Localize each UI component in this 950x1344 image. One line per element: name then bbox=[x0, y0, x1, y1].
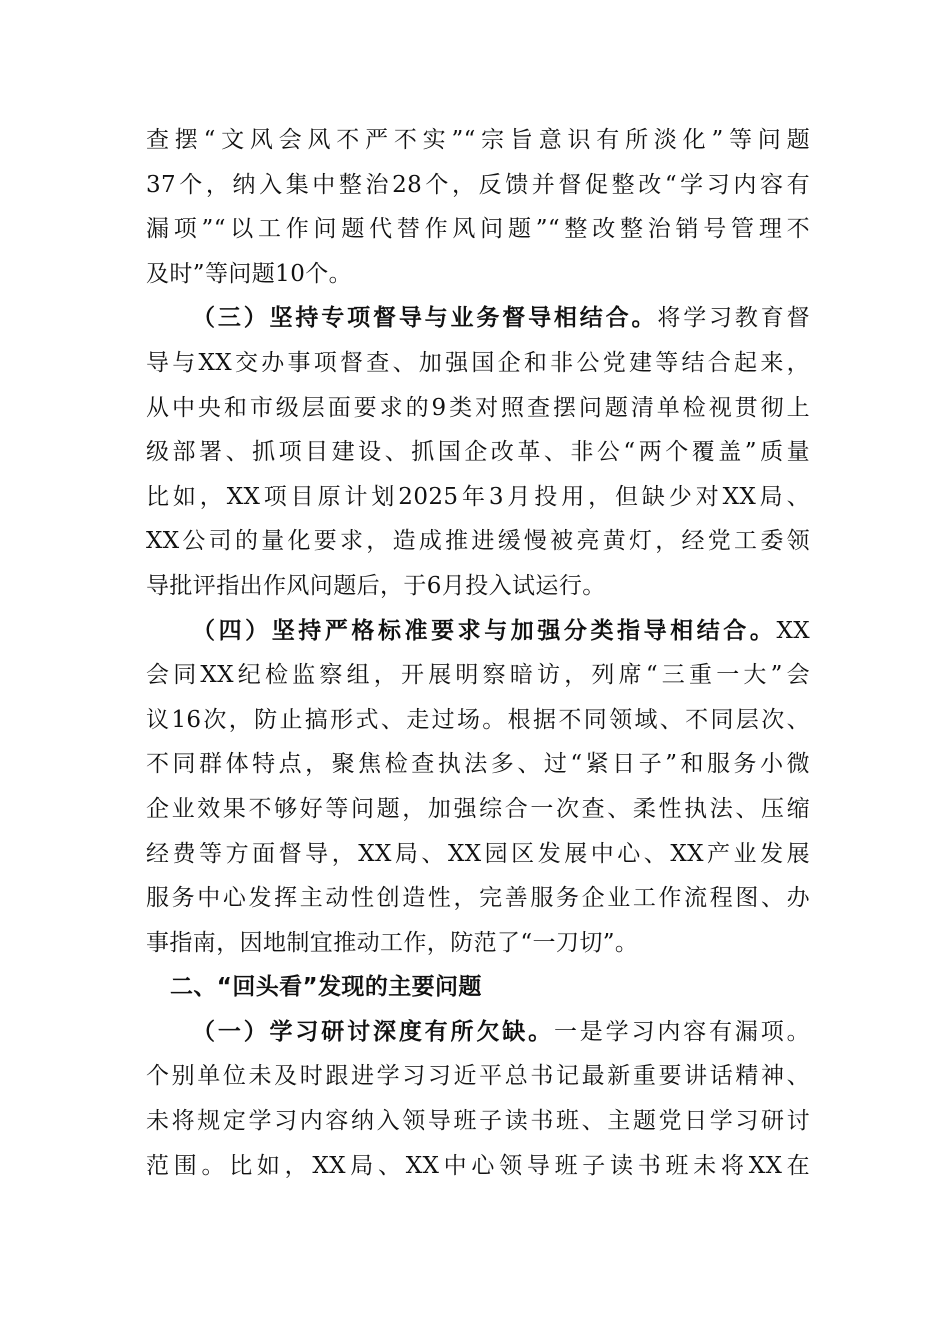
paragraph-lead: （一）学习研讨深度有所欠缺。 bbox=[192, 1017, 554, 1045]
line-text: 及时”等问题10个。 bbox=[146, 260, 353, 287]
paragraph-lead: （四）坚持严格标准要求与加强分类指导相结合。 bbox=[192, 616, 777, 644]
text-line bbox=[146, 163, 810, 208]
line-text: 事指南，因地制宜推动工作，防范了“一刀切”。 bbox=[146, 929, 639, 956]
text-line bbox=[146, 921, 810, 966]
text-line bbox=[146, 787, 810, 832]
text-line bbox=[146, 1099, 810, 1144]
line-text: 级部署、抓项目建设、抓国企改革、非公“两个覆盖”质量 bbox=[146, 439, 810, 466]
text-line bbox=[146, 475, 810, 520]
text-line bbox=[146, 1144, 810, 1189]
line-text: 未将规定学习内容纳入领导班子读书班、主题党日学习研讨 bbox=[146, 1108, 810, 1135]
line-text: 服务中心发挥主动性创造性，完善服务企业工作流程图、办 bbox=[146, 885, 810, 912]
text-line bbox=[146, 609, 810, 654]
line-text: 导批评指出作风问题后，于6月投入试运行。 bbox=[146, 572, 606, 599]
line-text: 比如，XX项目原计划2025年3月投用，但缺少对XX局、 bbox=[146, 483, 810, 510]
text-line bbox=[146, 698, 810, 743]
line-text: 个别单位未及时跟进学习习近平总书记最新重要讲话精神、 bbox=[146, 1063, 810, 1090]
text-line bbox=[146, 118, 810, 163]
paragraph-lead: （三）坚持专项督导与业务督导相结合。 bbox=[192, 304, 658, 332]
line-text: XX bbox=[776, 617, 810, 644]
text-line bbox=[146, 386, 810, 431]
line-text: 会同XX纪检监察组，开展明察暗访，列席“三重一大”会 bbox=[146, 662, 810, 689]
line-text: 将学习教育督 bbox=[657, 305, 811, 332]
text-line bbox=[146, 207, 810, 252]
text-line bbox=[146, 519, 810, 564]
text-line bbox=[146, 1054, 810, 1099]
line-text: 不同群体特点，聚焦检查执法多、过“紧日子”和服务小微 bbox=[146, 751, 810, 778]
text-line bbox=[146, 430, 810, 475]
text-line bbox=[146, 876, 810, 921]
line-text: 漏项”“以工作问题代替作风问题”“整改整治销号管理不 bbox=[146, 216, 810, 243]
text-line bbox=[146, 742, 810, 787]
text-line bbox=[146, 1010, 810, 1055]
line-text: 查摆“文风会风不严不实”“宗旨意识有所淡化”等问题 bbox=[146, 127, 810, 153]
text-line bbox=[146, 564, 810, 609]
line-text: 二、“回头看”发现的主要问题 bbox=[170, 974, 482, 1001]
line-text: 企业效果不够好等问题，加强综合一次查、柔性执法、压缩 bbox=[146, 795, 810, 822]
line-text: 一是学习内容有漏项。 bbox=[553, 1018, 811, 1045]
section-heading bbox=[146, 965, 810, 1010]
document-body bbox=[146, 118, 810, 1188]
line-text: 37个，纳入集中整治28个，反馈并督促整改“学习内容有 bbox=[146, 171, 810, 198]
text-line bbox=[146, 341, 810, 386]
line-text: 导与XX交办事项督查、加强国企和非公党建等结合起来， bbox=[146, 349, 810, 376]
text-line bbox=[146, 653, 810, 698]
text-line bbox=[146, 832, 810, 877]
line-text: 范围。比如，XX局、XX中心领导班子读书班未将XX在 bbox=[146, 1152, 810, 1179]
text-line bbox=[146, 296, 810, 341]
line-text: XX公司的量化要求，造成推进缓慢被亮黄灯，经党工委领 bbox=[146, 528, 810, 555]
text-line bbox=[146, 252, 810, 297]
line-text: 经费等方面督导，XX局、XX园区发展中心、XX产业发展 bbox=[146, 840, 810, 867]
line-text: 从中央和市级层面要求的9类对照查摆问题清单检视贯彻上 bbox=[146, 394, 810, 421]
line-text: 议16次，防止搞形式、走过场。根据不同领域、不同层次、 bbox=[146, 706, 810, 733]
